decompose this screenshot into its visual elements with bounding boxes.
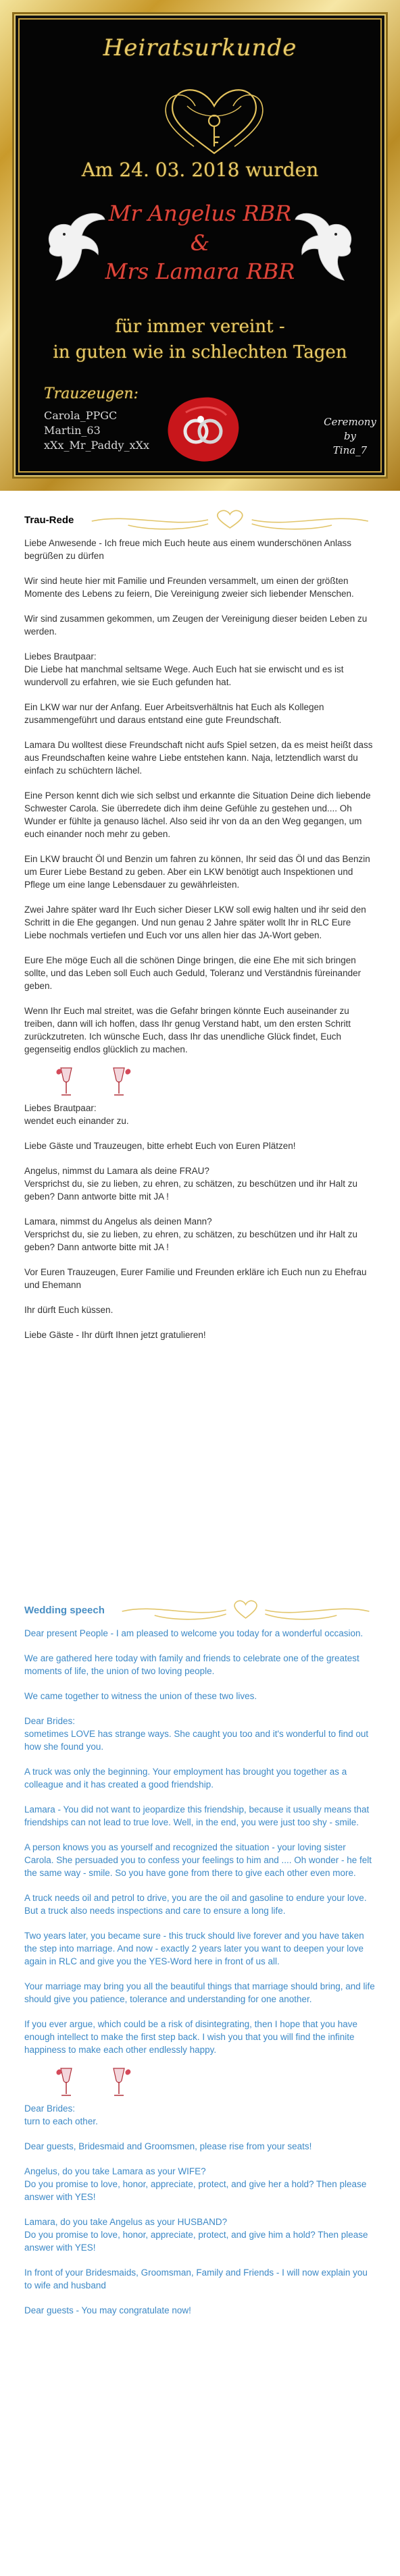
english-paragraph: Your marriage may bring you all the beautiful things that marriage should bring, and life should give you patience, tolerance and understanding for one another. — [24, 1981, 375, 2004]
english-paragraph: Lamara - You did not want to jeopardize this friendship, because it usually means that friendships can not lead to true love. Well, in the end, you were just too shy - smile. — [24, 1804, 370, 1827]
witness-name: Carola_PPGC — [44, 409, 118, 422]
english-speech-header — [24, 1593, 376, 1627]
vow-line — [14, 314, 386, 365]
german-paragraph: Wir sind heute hier mit Familie und Freunden versammelt, um einen der größten Momente des Lebens zu feiern, Die Vereinigung zweier sich liebender Menschen. — [24, 576, 354, 599]
witness-name: xXx_Mr_Paddy_xXx — [44, 439, 150, 452]
ampersand: & — [190, 230, 210, 256]
english-paragraph: Dear Brides: turn to each other. — [24, 2103, 98, 2126]
german-paragraph: Lamara Du wolltest diese Freundschaft nicht aufs Spiel setzen, da es meist heißt dass aus Freundschaften keine wahre Liebe entstehen kann. Naja, letztendlich warst du einfach zu schüchtern lächel. — [24, 740, 373, 776]
german-paragraph: Ihr dürft Euch küssen. — [24, 1305, 114, 1315]
champagne-glass-icon — [53, 1065, 80, 1099]
english-paragraph: A truck was only the beginning. Your employment has brought you together as a colleague and it has created a good friendship. — [24, 1767, 347, 1790]
english-paragraph: Two years later, you became sure - this truck should live forever and you have taken the step into marriage. And now - exactly 2 years later you want to deepen your love again in RLC and give you the YES-Word here in front of us all. — [24, 1931, 364, 1966]
marriage-certificate — [0, 0, 400, 491]
certificate-panel — [12, 12, 388, 479]
german-speech-header — [24, 503, 376, 537]
german-speech — [24, 503, 376, 1353]
german-paragraph: Liebe Anwesende - Ich freue mich Euch heute aus einem wunderschönen Anlass begrüßen zu dürfen — [24, 538, 352, 561]
english-paragraph: Dear Brides: sometimes LOVE has strange ways. She caught you too and it's wonderful to find out how she found you. — [24, 1716, 369, 1752]
english-speech-title: Wedding speech — [24, 1604, 105, 1616]
english-paragraph: Dear guests, Bridesmaid and Groomsmen, please rise from your seats! — [24, 2141, 312, 2151]
german-paragraph: Liebes Brautpaar: Die Liebe hat manchmal seltsame Wege. Auch Euch hat sie erwischt und es ist wundervoll zu erfahren, wie sie Euch gefunden hat. — [24, 651, 344, 687]
german-paragraph: Angelus, nimmst du Lamara als deine FRAU? Versprichst du, sie zu lieben, zu ehren, zu schätzen, zu beschützen und ihr Halt zu geben? Dann antworte bitte mit JA ! — [24, 1166, 358, 1202]
ceremony-line: Ceremony — [324, 416, 376, 428]
heart-swirl-divider-icon — [116, 1598, 376, 1622]
english-speech — [24, 1593, 376, 2329]
witness-name: Martin_63 — [44, 424, 101, 437]
german-paragraph: Vor Euren Trauzeugen, Eurer Familie und Freunden erkläre ich Euch nun zu Ehefrau und Ehemann — [24, 1267, 367, 1290]
vow-line-1: für immer vereint - — [115, 317, 285, 337]
champagne-glasses — [53, 2066, 376, 2099]
german-paragraph: Ein LKW war nur der Anfang. Euer Arbeitsverhältnis hat Euch als Kollegen zusammengeführt und daraus entstand eine gute Freundschaft. — [24, 702, 324, 725]
ceremony-credit — [313, 415, 387, 458]
heart-swirl-divider-icon — [84, 508, 376, 532]
german-paragraph: Liebe Gäste und Trauzeugen, bitte erhebt Euch von Euren Plätzen! — [24, 1141, 296, 1151]
groom-name: Mr Angelus RBR — [108, 200, 292, 226]
english-paragraph: We are gathered here today with family and friends to celebrate one of the greatest moments of life, the union of two loving people. — [24, 1653, 359, 1676]
witnesses-heading: Trauzeugen: — [44, 385, 139, 402]
german-paragraph: Wir sind zusammen gekommen, um Zeugen der Vereinigung dieser beiden Leben zu werden. — [24, 614, 368, 637]
vow-line-2: in guten wie in schlechten Tagen — [53, 342, 347, 363]
champagne-glasses — [53, 1065, 376, 1099]
champagne-glass-icon — [53, 2066, 80, 2099]
champagne-glass-icon — [105, 1065, 132, 1099]
certificate-date-line: Am 24. 03. 2018 wurden — [81, 159, 319, 181]
hearts-with-key-icon — [147, 79, 282, 160]
wedding-rings-icon — [159, 392, 247, 466]
bride-name: Mrs Lamara RBR — [105, 259, 295, 284]
english-paragraph: In front of your Bridesmaids, Groomsman, Family and Friends - I will now explain you to wife and husband — [24, 2268, 368, 2290]
english-paragraph: A person knows you as yourself and recognized the situation - your loving sister Carola. She persuaded you to confess your feelings to him and .... Oh wonder - he felt the same way - smile. So you have gone from there to give each other even more. — [24, 1842, 372, 1878]
german-paragraph: Eure Ehe möge Euch all die schönen Dinge bringen, die eine Ehe mit sich bringen sollte, und das Leben soll Euch auch Geduld, Toleranz und Verständnis füreinander geben. — [24, 955, 361, 991]
english-paragraph: Dear guests - You may congratulate now! — [24, 2305, 191, 2315]
german-paragraph: Zwei Jahre später ward Ihr Euch sicher Dieser LKW soll ewig halten und ihr seid den Schritt in die Ehe gegangen. Und nun genau 2 Jahre später wollt Ihr in RLC Eure Liebe nochmals vertiefen und Euch vor uns allen hier das JA-Wort geben. — [24, 905, 366, 940]
witness-list — [44, 408, 149, 453]
english-paragraph: A truck needs oil and petrol to drive, you are the oil and gasoline to endure your love. But a truck also needs inspections and care to ensure a long life. — [24, 1893, 367, 1916]
ceremony-line: Tina_7 — [332, 444, 368, 456]
german-paragraph: Wenn Ihr Euch mal streitet, was die Gefahr bringen könnte Euch auseinander zu treiben, dann will ich hoffen, dass Ihr genug Verstand habt, um den ersten Schritt zurückzutreten. Ich wünsche Euch, dass Ihr das unendliche Glück findet, Euch gegenseitig endlos glücklich zu machen. — [24, 1006, 351, 1054]
ceremony-line: by — [343, 430, 357, 442]
champagne-glass-icon — [105, 2066, 132, 2099]
english-paragraph: Dear present People - I am pleased to welcome you today for a wonderful occasion. — [24, 1628, 364, 1638]
german-paragraph: Ein LKW braucht Öl und Benzin um fahren zu können, Ihr seid das Öl und das Benzin um Eurer Liebe Bestand zu geben. Aber ein LKW benötigt auch Inspektionen und Pflege um eine lange Lebensdauer zu gewährleisten. — [24, 854, 370, 890]
english-paragraph: If you ever argue, which could be a risk of disintegrating, then I hope that you have enough intellect to make the first step back. I wish you that you will find the infinite happiness to make each other endlessly happy. — [24, 2019, 358, 2055]
german-paragraph: Eine Person kennt dich wie sich selbst und erkannte die Situation Deine dich liebende Schwester Carola. Sie überredete dich ihm deine Gefühle zu gestehen und.... Oh Wunder er fühlte ja genauso lächel. Also seid ihr von da an den Weg gegangen, um euch einander noch mehr zu geben. — [24, 790, 371, 839]
german-paragraph: Liebe Gäste - Ihr dürft Ihnen jetzt gratulieren! — [24, 1330, 206, 1340]
english-paragraph: Lamara, do you take Angelus as your HUSBAND? Do you promise to love, honor, appreciate, protect, and give him a hold? Then please answer with YES! — [24, 2217, 368, 2253]
german-speech-title: Trau-Rede — [24, 514, 74, 526]
certificate-title: Heiratsurkunde — [103, 34, 297, 61]
english-paragraph: We came together to witness the union of these two lives. — [24, 1691, 257, 1701]
german-paragraph: Lamara, nimmst du Angelus als deinen Mann? Versprichst du, sie zu lieben, zu ehren, zu schätzen, zu beschützen und ihr Halt zu geben? Dann antworte bitte mit JA ! — [24, 1216, 358, 1252]
german-paragraph: Liebes Brautpaar: wendet euch einander zu. — [24, 1103, 129, 1126]
english-paragraph: Angelus, do you take Lamara as your WIFE? Do you promise to love, honor, appreciate, protect, and give her a hold? Then please answer with YES! — [24, 2166, 367, 2202]
